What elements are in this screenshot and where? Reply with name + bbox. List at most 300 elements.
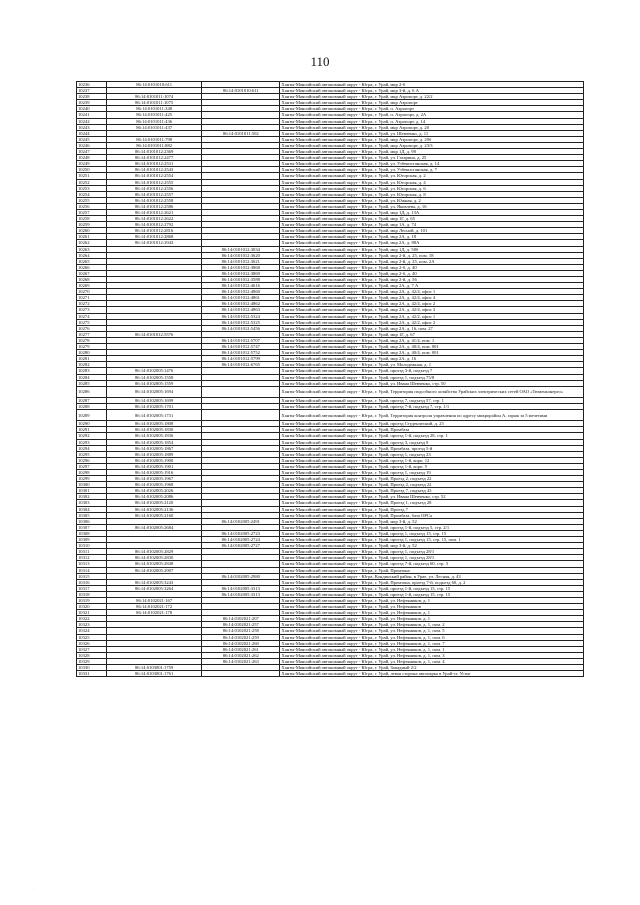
object-cadastral-number: 86:14:0102005:2727 (202, 543, 280, 549)
parcel-cadastral-number: 86:14:0102005:1889 (107, 451, 202, 457)
object-cadastral-number: 86:14:0102005:3313 (202, 591, 280, 597)
address: Ханты-Мансийский автономный округ - Югра, г. Урай, ул. Ивана Шевченко, стр. 50 (280, 380, 584, 386)
parcel-cadastral-number: 86:14:0102005:1694 (107, 386, 202, 397)
row-number: 10268 (77, 277, 107, 283)
address: Ханты-Мансийский автономный округ - Югра, г. Урай, проезд 1, подъезд 19 (280, 470, 584, 476)
parcel-cadastral-number: 86:14:0101012:2531 (107, 161, 202, 167)
row-number: 10303 (77, 500, 107, 506)
row-number: 10269 (77, 283, 107, 289)
address: Ханты-Мансийский автономный округ - Югра, г. Урай, мкр 2-б, д. 40 (280, 270, 584, 276)
parcel-cadastral-number: 86:14:0101010:611 (107, 82, 202, 88)
address: Ханты-Мансийский автономный округ - Югра, г. Урай, проезд 1, подъезд 28/1 (280, 549, 584, 555)
address: Ханты-Мансийский автономный округ - Югра, г. Урай, Промзона (280, 567, 584, 573)
row-number: 10238 (77, 94, 107, 100)
parcel-cadastral-number: 86:14:0102005:2160 (107, 512, 202, 518)
row-number: 10246 (77, 142, 107, 148)
row-number: 10292 (77, 433, 107, 439)
parcel-cadastral-number: 86:14:0102005:1558 (107, 374, 202, 380)
row-number: 10315 (77, 573, 107, 579)
row-number: 10330 (77, 665, 107, 671)
address: Ханты-Мансийский автономный округ - Югра, г. Урай, ул. Гагарина, д. 25 (280, 155, 584, 161)
row-number: 10304 (77, 506, 107, 512)
address: Ханты-Мансийский автономный округ - Югра, г. Урай, Проезд 1, подъезд 28 (280, 500, 584, 506)
address: Ханты-Мансийский автономный округ - Югра, г. Урай, проезд 1-й, подъезд 28, стр. 1 (280, 433, 584, 439)
address: Ханты-Мансийский автономный округ - Югра, г. Урай, мкр 2А, д. 16, пом. 27 (280, 325, 584, 331)
parcel-cadastral-number: 86:14:0101012:2543 (107, 167, 202, 173)
parcel-cadastral-number: 86:14:0102005:1476 (107, 368, 202, 374)
row-number: 10298 (77, 470, 107, 476)
parcel-cadastral-number: 86:14:0102005:2026 (107, 488, 202, 494)
parcel-cadastral-number: 86:14:0101012:2792 (107, 222, 202, 228)
parcel-cadastral-number: 86:14:0101012:2868 (107, 234, 202, 240)
address: Ханты-Мансийский автономный округ - Югра, г. Урай, ул. Югорская, д. 6 (280, 185, 584, 191)
parcel-cadastral-number: 86:14:0102005:2684 (107, 524, 202, 530)
object-cadastral-number: 86:14:0101012:6765 (202, 362, 280, 368)
row-number: 10249 (77, 161, 107, 167)
parcel-cadastral-number: 86:14:0103001:1761 (107, 671, 202, 677)
row-number: 10321 (77, 610, 107, 616)
object-cadastral-number: 86:14:0101012:4863 (202, 307, 280, 313)
row-number: 10309 (77, 537, 107, 543)
row-number: 10294 (77, 445, 107, 451)
footer-note: ... (32, 886, 37, 891)
parcel-cadastral-number: 86:14:0101012:2586 (107, 203, 202, 209)
parcel-cadastral-number: 86:14:0102005:1699 (107, 397, 202, 403)
row-number: 10289 (77, 410, 107, 421)
address: Ханты-Мансийский автономный округ - Югра, г. Урай, ул. Нефтяников, д. 1, пом. 3 (280, 652, 584, 658)
address: Ханты-Мансийский автономный округ - Югра, г. Урай, проезд Студенческий, д. 25 (280, 421, 584, 427)
row-number: 10307 (77, 524, 107, 530)
address: Ханты-Мансийский автономный округ - Югра, г. Урай, мкр Лесной, д. 101 (280, 228, 584, 234)
address: Ханты-Мансийский автономный округ - Югра, г. Урай, мкр 2А, д. 40/4, пом. 001 (280, 344, 584, 350)
row-number: 10290 (77, 421, 107, 427)
row-number: 10287 (77, 397, 107, 403)
address: Ханты-Мансийский автономный округ - Югра, г. Урай, ул. Югорская, д. 2 (280, 173, 584, 179)
row-number: 10254 (77, 191, 107, 197)
address: Ханты-Мансийский автономный округ - Югра, г. Урай, ул. Нефтяников, д. 1, пом. 5 (280, 628, 584, 634)
parcel-cadastral-number: 86:14:0102005:1967 (107, 476, 202, 482)
row-number: 10324 (77, 628, 107, 634)
row-number: 10263 (77, 246, 107, 252)
parcel-cadastral-number: 86:14:0101012:2369 (107, 149, 202, 155)
table-row (77, 671, 584, 677)
parcel-cadastral-number: 86:14:0102005:2830 (107, 555, 202, 561)
row-number: 10313 (77, 561, 107, 567)
address: Ханты-Мансийский автономный округ - Югра, г. Урай, проезд 1-й, корп. 5 (280, 463, 584, 469)
parcel-cadastral-number: 86:14:0101012:2477 (107, 155, 202, 161)
address: Ханты-Мансийский автономный округ - Югра, г. Урай, мкр 2А, д. 42/4, офис 1 (280, 289, 584, 295)
parcel-cadastral-number: 86:14:0101012:2816 (107, 228, 202, 234)
address: Ханты-Мансийский автономный округ - Югра, г. Урай, Проезд 7, подъезд 43 (280, 488, 584, 494)
address: Ханты-Мансийский автономный округ - Югра, г. Урай, мкр Аэропорт, д. 29б (280, 136, 584, 142)
parcel-cadastral-number: 86:14:0102005:2907 (107, 567, 202, 573)
row-number: 10317 (77, 585, 107, 591)
row-number: 10273 (77, 307, 107, 313)
parcel-cadastral-number: 86:14:0101011:348 (107, 106, 202, 112)
address: Ханты-Мансийский автономный округ - Югра, г. Урай, ул. Нефтяников, д. 1, пом. 6 (280, 634, 584, 640)
registry-table-body (77, 82, 584, 677)
object-cadastral-number: 86:14:0101012:5707 (202, 337, 280, 343)
parcel-cadastral-number: 86:14:0101012:2554 (107, 173, 202, 179)
row-number: 10291 (77, 427, 107, 433)
parcel-cadastral-number: 86:14:0101011:798 (107, 136, 202, 142)
row-number: 10318 (77, 591, 107, 597)
parcel-cadastral-number: 86:14:0102005:1901 (107, 463, 202, 469)
address: Ханты-Мансийский автономный округ - Югра, г. Урай, Промбаза, база ОРСа (280, 512, 584, 518)
row-number: 10282 (77, 362, 107, 368)
object-cadastral-number: 86:14:0101012:3034 (202, 246, 280, 252)
address: Ханты-Мансийский автономный округ - Югра, г. Урай, мкр 2А, д. 88А (280, 240, 584, 246)
row-number: 10328 (77, 652, 107, 658)
object-cadastral-number: 86:14:0101012:5747 (202, 344, 280, 350)
parcel-cadastral-number: 86:14:0102021:178 (107, 610, 202, 616)
row-number: 10326 (77, 640, 107, 646)
row-number: 10272 (77, 301, 107, 307)
parcel-cadastral-number: 86:14:0102005:3243 (107, 579, 202, 585)
parcel-cadastral-number: 86:14:0102005:1836 (107, 433, 202, 439)
parcel-cadastral-number: 86:14:0102005:1900 (107, 457, 202, 463)
row-number: 10248 (77, 155, 107, 161)
address: Ханты-Мансийский автономный округ - Югра, г. Урай, ул. Нефтяников, д. 1, пом. 4 (280, 658, 584, 664)
row-number: 10308 (77, 530, 107, 536)
row-number: 10299 (77, 476, 107, 482)
address: Ханты-Мансийский автономный округ - Югра, г. Урай, проезд 7-й, подъезд 7, стр. 1/1 (280, 403, 584, 409)
object-cadastral-number (202, 386, 280, 397)
row-number: 10262 (77, 240, 107, 246)
row-number: 10295 (77, 451, 107, 457)
row-number: 10242 (77, 118, 107, 124)
address: Ханты-Мансийский автономный округ - Югра, г. Урай, мкр 1Г, д. 65 (280, 216, 584, 222)
parcel-cadastral-number: 86:14:0102005:1559 (107, 380, 202, 386)
object-cadastral-number: 86:14:0102005:3313 (202, 585, 280, 591)
address: Ханты-Мансийский автономный округ - Югра, г. Урай, мкр 3-й, д. 52 (280, 518, 584, 524)
parcel-cadastral-number: 86:14:0102005:1701 (107, 403, 202, 409)
row-number: 10281 (77, 356, 107, 362)
parcel-cadastral-number: 86:14:0101012:2943 (107, 240, 202, 246)
object-cadastral-number: 86:14:0102005:2724 (202, 537, 280, 543)
address: Ханты-Мансийский автономный округ - Югра, г. Урай, мкр 2А, д. 7 А (280, 283, 584, 289)
address: Ханты-Мансийский автономный округ - Югра, г. Урай, ул. Нефтяников, д. 1, пом. 1 (280, 646, 584, 652)
row-number: 10252 (77, 179, 107, 185)
address: Ханты-Мансийский автономный округ - Югра, г. Урай, Промбаза, проезд 5-й (280, 445, 584, 451)
parcel-cadastral-number: 86:14:0102005:2120 (107, 500, 202, 506)
object-cadastral-number: 86:14:0102005:2723 (202, 530, 280, 536)
row-number: 10319 (77, 597, 107, 603)
address: Ханты-Мансийский автономный округ - Югра, г. Урай, Промзона, проезд 7-й, подъезд 60, д. 2 (280, 579, 584, 585)
object-cadastral-number: 86:14:0102021:257 (202, 622, 280, 628)
row-number: 10250 (77, 167, 107, 173)
address: Ханты-Мансийский автономный округ - Югра, г. Урай, проезд 1, подъезд 28/1 (280, 555, 584, 561)
row-number: 10284 (77, 374, 107, 380)
object-cadastral-number: 86:14:0101012:5456 (202, 325, 280, 331)
address: Ханты-Мансийский автономный округ - Югра, г. Урай, ул. Нефтяников, д. 1, пом. 2 (280, 622, 584, 628)
address: Ханты-Мансийский автономный округ - Югра, г. Урай, ул. Нефтяников, д. 1 (280, 616, 584, 622)
parcel-cadastral-number: 86:14:0101012:2557 (107, 191, 202, 197)
address: Ханты-Мансийский автономный округ - Югра, г. Урай, мкр Аэропорт, д. 20 (280, 124, 584, 130)
address: Ханты-Мансийский автономный округ - Югра, г. Урай, мкр 2А, д. 42/4, офис 2 (280, 301, 584, 307)
object-cadastral-number: 86:14:0101012:3588 (202, 277, 280, 283)
address: Ханты-Мансийский автономный округ - Югра, г. Урай, мкр 1Д, д. 13А (280, 209, 584, 215)
address: Ханты-Мансийский автономный округ - Югра, г. Урай, мкр 2А, д. 42/4, офис 4 (280, 295, 584, 301)
address: Ханты-Мансийский автономный округ - Югра, г. Урай, ул. Югорская, д. 8 (280, 191, 584, 197)
parcel-cadastral-number: 86:14:0101011:1075 (107, 100, 202, 106)
object-cadastral-number: 86:14:0101011:502 (202, 130, 280, 136)
parcel-cadastral-number: 86:14:0102005:2086 (107, 494, 202, 500)
row-number: 10305 (77, 512, 107, 518)
object-cadastral-number: 86:14:0102021:263 (202, 658, 280, 664)
parcel-cadastral-number: 86:14:0102005:2829 (107, 549, 202, 555)
address: Ханты-Мансийский автономный округ - Югра, г. Урай, проезд 3, подъезд 9 (280, 439, 584, 445)
row-number: 10237 (77, 88, 107, 94)
address: Ханты-Мансийский автономный округ - Югра, г. Урай, проезд 1-й, подъезд 5, стр. 2/1 (280, 524, 584, 530)
address: Ханты-Мансийский автономный округ - Югра, г. Урай, мкр 2А, д. 42/4, офис 3 (280, 307, 584, 313)
address: Ханты-Мансийский автономный округ - Югра, г. Урай, ул. Нефтяников, д. 1 (280, 597, 584, 603)
row-number: 10325 (77, 634, 107, 640)
parcel-cadastral-number: 86:14:0101012:2622 (107, 216, 202, 222)
address: Ханты-Мансийский автономный округ - Югра, г. Урай, мкр 3-й, д. 52 (280, 543, 584, 549)
parcel-cadastral-number: 86:14:0101012:2621 (107, 209, 202, 215)
address: Ханты-Мансийский автономный округ - Югра, г. Урай, ул. Нефтяников, д. 1 (280, 610, 584, 616)
row-number: 10314 (77, 567, 107, 573)
registry-table-container (76, 81, 584, 677)
address: Ханты-Мансийский автономный округ - Югра, г. Урай, ул. Молодежная, д. 1 (280, 362, 584, 368)
object-cadastral-number: 86:14:0101012:4861 (202, 295, 280, 301)
address: Ханты-Мансийский автономный округ - Югра, г. Урай, Территория контроля управления по адресу микрорайон А, гараж за 5 мечетями (280, 410, 584, 421)
address: Ханты-Мансийский автономный округ - Югра, г. Урай, мкр 3-й, д. 6 А (280, 88, 584, 94)
object-cadastral-number: 86:14:0102021:260 (202, 640, 280, 646)
parcel-cadastral-number: 86:14:0102021:167 (107, 597, 202, 603)
object-cadastral-number (202, 671, 280, 677)
row-number: 10245 (77, 136, 107, 142)
address: Ханты-Мансийский автономный округ - Югра, г. Урай, Западный 2/2 (280, 665, 584, 671)
object-cadastral-number: 86:14:0102021:258 (202, 628, 280, 634)
object-cadastral-number: 86:14:0101012:3620 (202, 252, 280, 258)
object-cadastral-number: 86:14:0101012:4862 (202, 301, 280, 307)
row-number: 10300 (77, 482, 107, 488)
row-number: 10278 (77, 337, 107, 343)
address: Ханты-Мансийский автономный округ - Югра, г. Урай, мкр 1Д, д. 98 (280, 149, 584, 155)
object-cadastral-number: 86:14:0101012:5799 (202, 356, 280, 362)
object-cadastral-number: 86:14:0101012:5325 (202, 319, 280, 325)
address: Ханты-Мансийский автономный округ - Югра, г. Урай, мкр 1А, д. 74 (280, 222, 584, 228)
row-number: 10311 (77, 549, 107, 555)
address: Ханты-Мансийский автономный округ - Югра, г. Урай, ул. Ивана Шевченко, стр. 52 (280, 494, 584, 500)
object-cadastral-number: 86:14:0101012:5752 (202, 350, 280, 356)
address: Ханты-Мансийский автономный округ - Югра, г. Урай, проезд 1, подъезд 75/8 (280, 374, 584, 380)
address: Ханты-Мансийский автономный округ - Югра, г. Урай, п. Аэропорт, д. 14 (280, 118, 584, 124)
object-cadastral-number: 86:14:0101012:4616 (202, 283, 280, 289)
parcel-cadastral-number: 86:14:0102005:1731 (107, 410, 202, 421)
object-cadastral-number: 86:14:0102005:2980 (202, 573, 280, 579)
parcel-cadastral-number: 86:14:0102005:1830 (107, 427, 202, 433)
table-row (77, 410, 584, 421)
row-number: 10247 (77, 149, 107, 155)
registry-table (76, 81, 584, 677)
parcel-cadastral-number: 86:14:0101011:437 (107, 124, 202, 130)
address: Ханты-Мансийский автономный округ - Югра, г. Урай, мкр 1Д, д. 58б (280, 246, 584, 252)
object-cadastral-number: 86:14:0102021:262 (202, 652, 280, 658)
row-number: 10285 (77, 380, 107, 386)
object-cadastral-number: 86:14:0101012:3621 (202, 258, 280, 264)
address: Ханты-Мансийский автономный округ - Югра, г. Урай, Проезд 2, подъезд 22 (280, 482, 584, 488)
parcel-cadastral-number: 86:14:0102005:1867 (107, 445, 202, 451)
row-number: 10236 (77, 82, 107, 88)
row-number: 10280 (77, 350, 107, 356)
address: Ханты-Мансийский автономный округ - Югра, г. Урай, мкр 2-б, д. 40 (280, 264, 584, 270)
address: Ханты-Мансийский автономный округ - Югра, г. Урай, п. Аэропорт (280, 106, 584, 112)
row-number: 10331 (77, 671, 107, 677)
address: Ханты-Мансийский автономный округ - Югра, г. Урай, мкр 2А, д. 41/4, пом. 1 (280, 337, 584, 343)
address: Ханты-Мансийский автономный округ - Югра, г. Урай, ул. Южная, д. 2 (280, 197, 584, 203)
address: Ханты-Мансийский автономный округ - Югра, г. Урай, мкр 2-й, д. 25, пом. 2А (280, 258, 584, 264)
parcel-cadastral-number: 86:14:0102005:1916 (107, 470, 202, 476)
address: Ханты-Мансийский автономный округ - Югра, г. Урай, мкр Аэропорт, д. 22/2 (280, 94, 584, 100)
address: Ханты-Мансийский автономный округ - Югра, г. Урай, мкр 2А, д. 42/2, офис 2 (280, 319, 584, 325)
row-number: 10310 (77, 543, 107, 549)
object-cadastral-number: 86:14:0102021:259 (202, 634, 280, 640)
address: Ханты-Мансийский автономный округ - Югра, г. Урай, мкр 2А, д. 42/2, офис 1 (280, 313, 584, 319)
parcel-cadastral-number: 86:14:0102005:2848 (107, 561, 202, 567)
row-number: 10306 (77, 518, 107, 524)
address: Ханты-Мансийский автономный округ - Югра, г. Урай, Проезд 2, подъезд 22 (280, 476, 584, 482)
row-number: 10266 (77, 264, 107, 270)
object-cadastral-number: 86:14:0102021:207 (202, 616, 280, 622)
row-number: 10275 (77, 319, 107, 325)
parcel-cadastral-number: 86:14:0101012:5576 (107, 331, 202, 337)
row-number: 10329 (77, 658, 107, 664)
address: Ханты-Мансийский автономный округ - Югра, г. Урай, мкр 1Г, д. 67 (280, 331, 584, 337)
row-number: 10270 (77, 289, 107, 295)
address: Ханты-Мансийский автономный округ - Югра, г. Урай, п. Аэропорт, д. 2А (280, 112, 584, 118)
row-number: 10323 (77, 622, 107, 628)
parcel-cadastral-number: 86:14:0101011:1074 (107, 94, 202, 100)
row-number: 10243 (77, 124, 107, 130)
row-number: 10297 (77, 463, 107, 469)
object-cadastral-number: 86:14:0102005:2491 (202, 518, 280, 524)
address: Ханты-Мансийский автономный округ - Югра, г. Урай, проезд 1, подъезд 15, стр. 15 (280, 530, 584, 536)
row-number: 10320 (77, 604, 107, 610)
parcel-cadastral-number: 86:14:0101012:2558 (107, 197, 202, 203)
address: Ханты-Мансийский автономный округ - Югра, г. Урай, проезд 7-й, подъезд 60, стр. 3 (280, 561, 584, 567)
row-number: 10316 (77, 579, 107, 585)
address: Ханты-Мансийский автономный округ - Югра, г. Урай, Проезд 7 (280, 506, 584, 512)
row-number: 10241 (77, 112, 107, 118)
row-number: 10301 (77, 488, 107, 494)
row-number: 10322 (77, 616, 107, 622)
row-number: 10274 (77, 313, 107, 319)
table-row (77, 386, 584, 397)
parcel-cadastral-number: 86:14:0101012:2556 (107, 185, 202, 191)
row-number: 10279 (77, 344, 107, 350)
row-number: 10288 (77, 403, 107, 409)
row-number: 10259 (77, 222, 107, 228)
address: Ханты-Мансийский автономный округ - Югра, г. Урай, мкр 2А, д. 18 (280, 234, 584, 240)
row-number: 10265 (77, 258, 107, 264)
object-cadastral-number (202, 410, 280, 421)
object-cadastral-number: 86:14:0101012:5324 (202, 313, 280, 319)
address: Ханты-Мансийский автономный округ - Югра, г. Урай, проезд 3-й, подъезд 7 (280, 368, 584, 374)
address: Ханты-Мансийский автономный округ - Югра, г. Урай, ул. Узбекистанская, д. 14 (280, 161, 584, 167)
parcel-cadastral-number: 86:14:0101011:882 (107, 142, 202, 148)
page-number: 110 (310, 54, 330, 69)
address: Ханты-Мансийский автономный округ - Югра, г. Урай, ул. Узбекистанская, д. 7 (280, 167, 584, 173)
row-number: 10267 (77, 270, 107, 276)
address: Ханты-Мансийский автономный округ - Югра, г. Урай, мкр 2-б (280, 82, 584, 88)
row-number: 10312 (77, 555, 107, 561)
address: Ханты-Мансийский автономный округ - Югра, г. Урай, мкр Аэропорт (280, 100, 584, 106)
row-number: 10276 (77, 325, 107, 331)
address: Ханты-Мансийский автономный округ - Югра, г. Урай, проезд 1-й, подъезд 15, стр. 15 (280, 585, 584, 591)
address: Ханты-Мансийский автономный округ - Югра, г. Урай, проезд 1, подъезд 15, стр. 15, пом. 1 (280, 537, 584, 543)
address: Ханты-Мансийский автономный округ - Югра, г. Урай, Промбаза (280, 427, 584, 433)
object-cadastral-number: 86:14:0101012:3869 (202, 270, 280, 276)
parcel-cadastral-number: 86:14:0101012:2555 (107, 179, 202, 185)
row-number: 10293 (77, 439, 107, 445)
address: Ханты-Мансийский автономный округ - Югра, г. Урай, мкр Аэропорт, д. 23/3 (280, 142, 584, 148)
row-number: 10260 (77, 228, 107, 234)
row-number: 10240 (77, 106, 107, 112)
address: Ханты-Мансийский автономный округ - Югра, г. Урай, ул. Яковлева, д. 16 (280, 203, 584, 209)
parcel-cadastral-number: 86:14:0102005:1808 (107, 421, 202, 427)
address: Ханты-Мансийский автономный округ - Югра, г. Урай, проезд 1-й, подъезд 15, стр. 15 (280, 591, 584, 597)
row-number: 10255 (77, 197, 107, 203)
row-number: 10302 (77, 494, 107, 500)
object-cadastral-number: 86:14:0102021:261 (202, 646, 280, 652)
address: Ханты-Мансийский автономный округ - Югра, г. Урай, Территория подсобного хозяйства Урайских электрических сетей ОАО «Тюменьэнерго» (280, 386, 584, 397)
address: Ханты-Мансийский автономный округ - Югра, г. Урай, мкр 2А, д. 40/4, пом. 001 (280, 350, 584, 356)
address: Ханты-Мансийский автономный округ - Югра, г. Урай, проезд 1, подъезд 23 (280, 451, 584, 457)
parcel-cadastral-number: 86:14:0101011:425 (107, 112, 202, 118)
parcel-cadastral-number: 86:14:0102021:172 (107, 604, 202, 610)
row-number: 10258 (77, 216, 107, 222)
address: Ханты-Мансийский автономный округ - Югра, г. Урай, ул. Нефтяников, д. 1, пом. 7 (280, 640, 584, 646)
parcel-cadastral-number: 86:14:0101011:436 (107, 118, 202, 124)
row-number: 10239 (77, 100, 107, 106)
row-number: 10277 (77, 331, 107, 337)
address: Ханты-Мансийский автономный округ - Югра, г. Урай, ул. Югорская, д. 4 (280, 179, 584, 185)
address: Ханты-Мансийский автономный округ - Югра, г. Урай, левая сторона автопарка в Урай-ст. Устье (280, 671, 584, 677)
address: Ханты-Мансийский автономный округ - Югра, г. Урай, ул. Нефтяников (280, 604, 584, 610)
object-cadastral-number: 86:14:0101010:611 (202, 88, 280, 94)
parcel-cadastral-number: 86:14:0102005:1968 (107, 482, 202, 488)
parcel-cadastral-number: 86:14:0102005:2136 (107, 506, 202, 512)
address: Ханты-Мансийский автономный округ - Югра, г. Урай, проезд 7, подъезд 57, стр. 1 (280, 397, 584, 403)
address: Ханты-Мансийский автономный округ - Югра, г. Урай, ул. Шевченко, д. 11 (280, 130, 584, 136)
row-number: 10327 (77, 646, 107, 652)
address: Ханты-Мансийский автономный округ - Югра, г. Урай, мкр 2А, д. 16 (280, 356, 584, 362)
row-number: 10253 (77, 185, 107, 191)
row-number: 10257 (77, 209, 107, 215)
row-number: 10264 (77, 252, 107, 258)
row-number: 10296 (77, 457, 107, 463)
parcel-cadastral-number: 86:14:0102005:3264 (107, 585, 202, 591)
row-number: 10244 (77, 130, 107, 136)
row-number: 10271 (77, 295, 107, 301)
address: Ханты-Мансийский автономный округ - Югра, Кондинский район, в Урае, ул. Лесная, д. 43 (280, 573, 584, 579)
row-number: 10283 (77, 368, 107, 374)
parcel-cadastral-number: 86:14:0102005:1854 (107, 439, 202, 445)
address: Ханты-Мансийский автономный округ - Югра, г. Урай, проезд 1-й, корп. 12 (280, 457, 584, 463)
address: Ханты-Мансийский автономный округ - Югра, г. Урай, мкр 2-й, д. 56 (280, 277, 584, 283)
row-number: 10251 (77, 173, 107, 179)
address: Ханты-Мансийский автономный округ - Югра, г. Урай, мкр 2-й, д. 25, пом. 18 (280, 252, 584, 258)
row-number: 10286 (77, 386, 107, 397)
parcel-cadastral-number: 86:14:0103001:1759 (107, 665, 202, 671)
object-cadastral-number: 86:14:0101012:4860 (202, 289, 280, 295)
row-number: 10261 (77, 234, 107, 240)
object-cadastral-number: 86:14:0101012:3868 (202, 264, 280, 270)
row-number: 10256 (77, 203, 107, 209)
